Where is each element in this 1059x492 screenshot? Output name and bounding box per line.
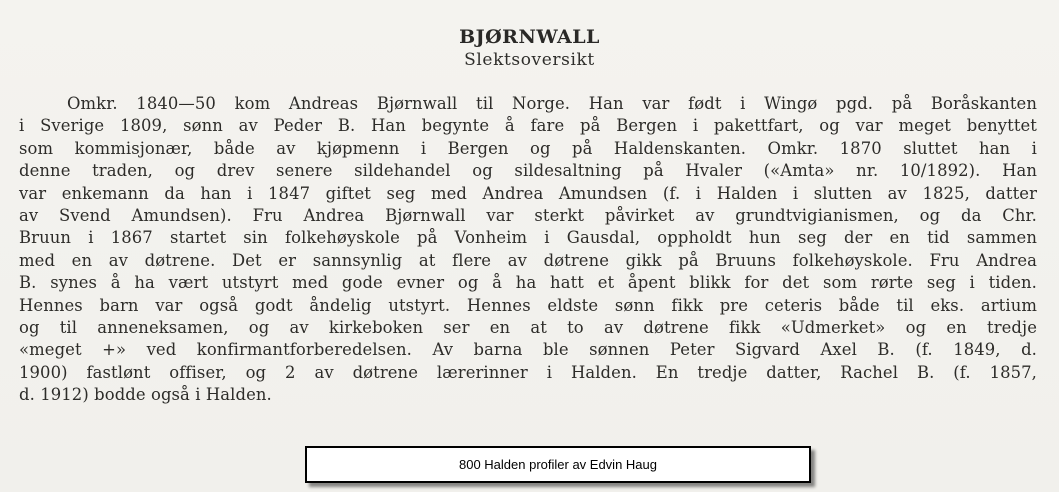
paragraph-line: B. synes å ha vært utstyrt med gode evner og å ha hatt et åpent blikk for det som rørte seg i tiden. xyxy=(19,273,1037,293)
paragraph-line: av Svend Amundsen). Fru Andrea Bjørnwall var sterkt påvirket av grundtvigianismen, og da Chr. xyxy=(19,205,1037,225)
paragraph-line: som kommisjonær, både av kjøpmenn i Bergen og på Haldenskanten. Omkr. 1870 sluttet han i xyxy=(19,138,1037,158)
paragraph-line: 1900) fastlønt offiser, og 2 av døtrene lærerinner i Halden. En tredje datter, Rachel B. (f. 1857, xyxy=(19,362,1037,382)
caption-text: 800 Halden profiler av Edvin Haug xyxy=(458,457,657,472)
page-subtitle: Slektsoversikt xyxy=(464,50,595,70)
paragraph-line: d. 1912) bodde også i Halden. xyxy=(19,385,272,405)
paragraph-line: var enkemann da han i 1847 giftet seg med Andrea Amundsen (f. i Halden i slutten av 1825, datter xyxy=(19,183,1037,203)
paragraph-line: Bruun i 1867 startet sin folkehøyskole på Vonheim i Gausdal, oppholdt hun seg der en tid sammen xyxy=(19,228,1037,248)
page-title: BJØRNWALL xyxy=(459,26,600,48)
paragraph-line: i Sverige 1809, sønn av Peder B. Han begynte å fare på Bergen i pakettfart, og var meget benyttet xyxy=(19,116,1037,136)
paragraph-line: denne traden, og drev senere sildehandel og sildesaltning på Hvaler («Amta» nr. 10/1892). Han xyxy=(19,161,1037,181)
paragraph-line: Omkr. 1840—50 kom Andreas Bjørnwall til Norge. Han var født i Wingø pgd. på Boråskanten xyxy=(67,94,1037,113)
caption-box xyxy=(305,446,811,483)
paragraph-line: «meget +» ved konfirmantforberedelsen. Av barna ble sønnen Peter Sigvard Axel B. (f. 1849, d. xyxy=(19,340,1037,360)
paragraph-line: Hennes barn var også godt åndelig utstyrt. Hennes eldste sønn fikk pre ceteris både til eks. artium xyxy=(19,295,1037,315)
body-paragraph xyxy=(19,93,1037,406)
paragraph-line: og til anneneksamen, og av kirkeboken ser en at to av døtrene fikk «Udmerket» og en tredje xyxy=(19,317,1037,337)
paragraph-line: med en av døtrene. Det er sannsynlig at flere av døtrene gikk på Bruuns folkehøyskole. Fru Andrea xyxy=(19,250,1037,270)
